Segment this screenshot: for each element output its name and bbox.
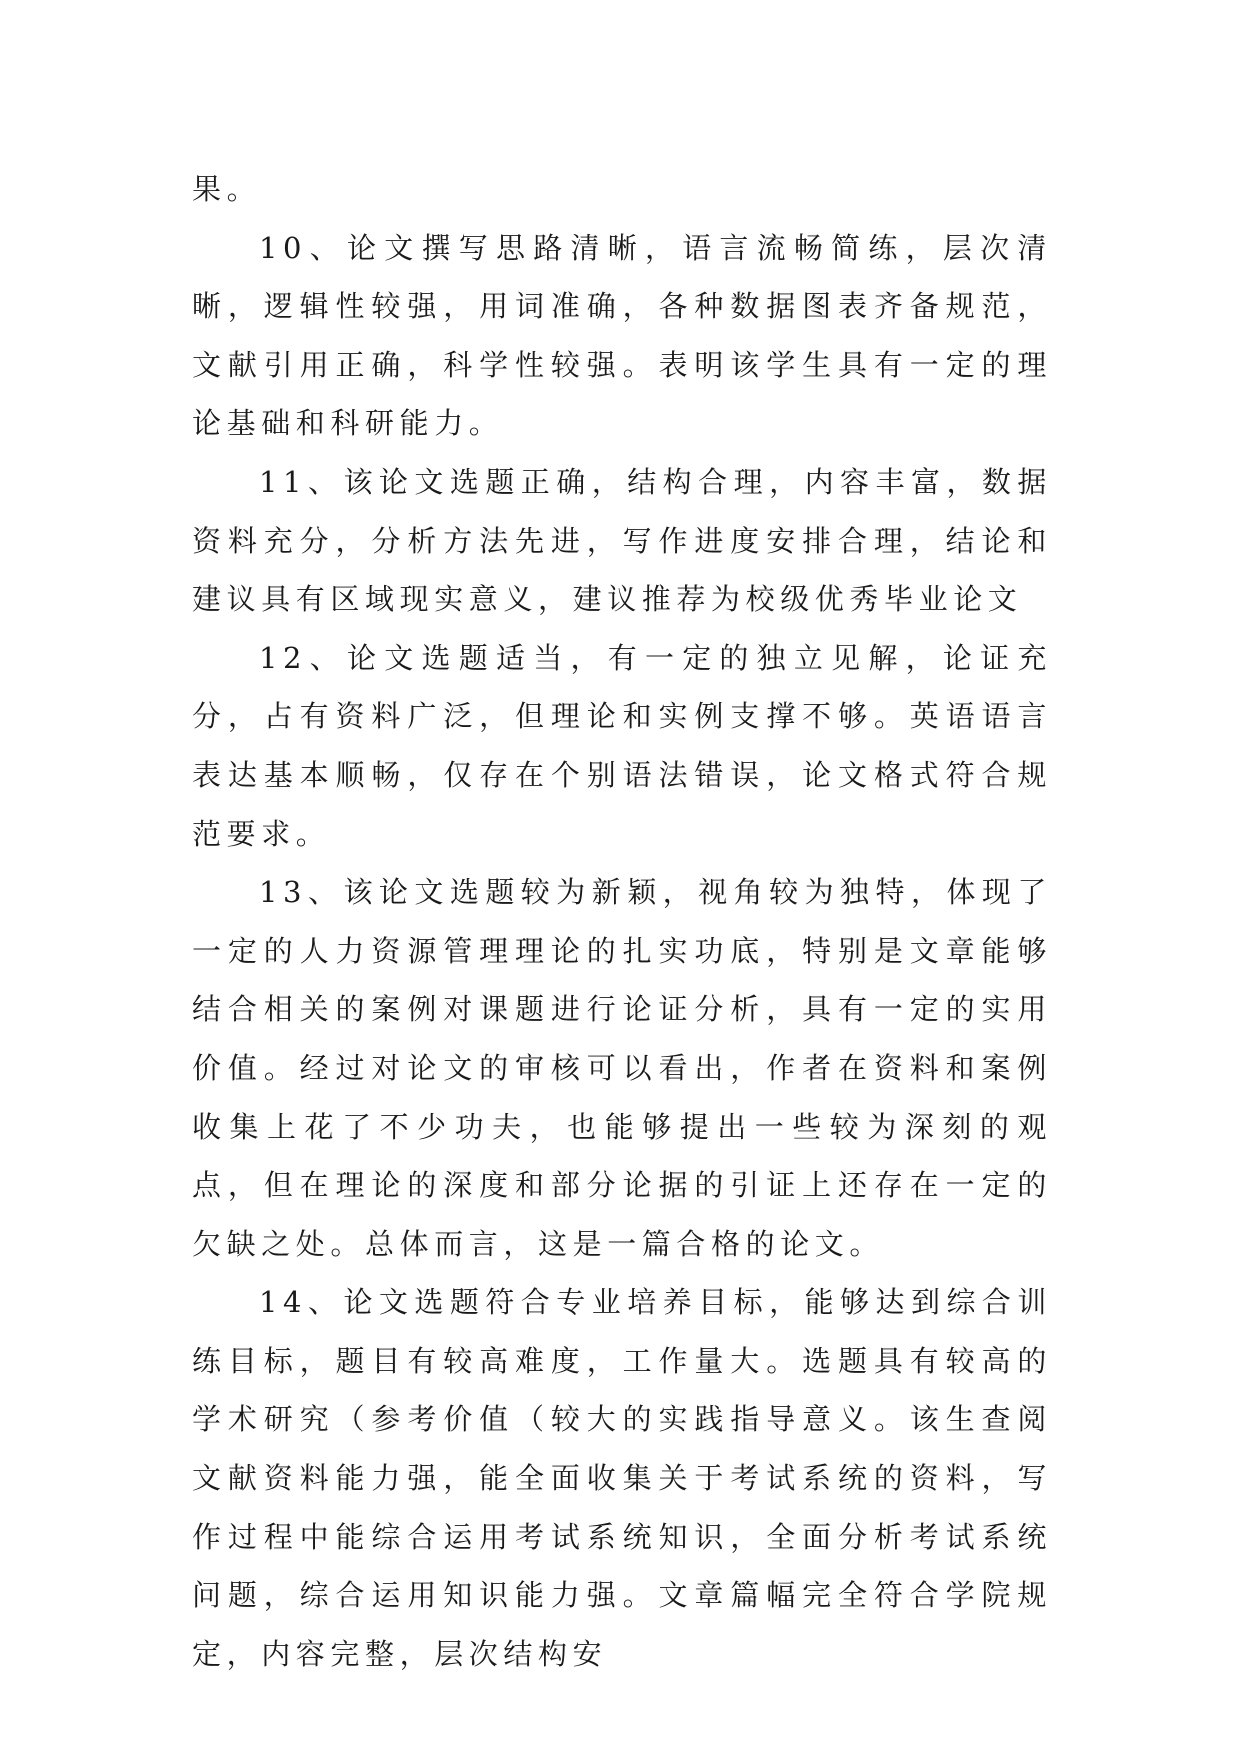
paragraph-10: 10、论文撰写思路清晰，语言流畅简练，层次清晰，逻辑性较强，用词准确，各种数据图表齐备规范，文献引用正确，科学性较强。表明该学生具有一定的理论基础和科研能力。 — [192, 230, 1052, 441]
paragraph-14: 14、论文选题符合专业培养目标，能够达到综合训练目标，题目有较高难度，工作量大。选题具有较高的学术研究（参考价值（较大的实践指导意义。该生查阅文献资料能力强，能全面收集关于考试系统的资料，写作过程中能综合运用考试系统知识，全面分析考试系统问题，综合运用知识能力强。文章篇幅完全符合学院规定，内容完整，层次结构安 — [192, 1285, 1052, 1671]
paragraph-13: 13、该论文选题较为新颖，视角较为独特，体现了一定的人力资源管理理论的扎实功底，特别是文章能够结合相关的案例对课题进行论证分析，具有一定的实用价值。经过对论文的审核可以看出，作者在资料和案例收集上花了不少功夫，也能够提出一些较为深刻的观点，但在理论的深度和部分论据的引证上还存在一定的欠缺之处。总体而言，这是一篇合格的论文。 — [192, 875, 1052, 1261]
paragraph-11: 11、该论文选题正确，结构合理，内容丰富，数据资料充分，分析方法先进，写作进度安排合理，结论和建议具有区域现实意义，建议推荐为校级优秀毕业论文 — [192, 464, 1052, 617]
body-text — [192, 160, 1052, 1683]
paragraph-continuation: 果。 — [192, 172, 262, 206]
paragraph-12: 12、论文选题适当，有一定的独立见解，论证充分，占有资料广泛，但理论和实例支撑不够。英语语言表达基本顺畅，仅存在个别语法错误，论文格式符合规范要求。 — [192, 640, 1052, 851]
